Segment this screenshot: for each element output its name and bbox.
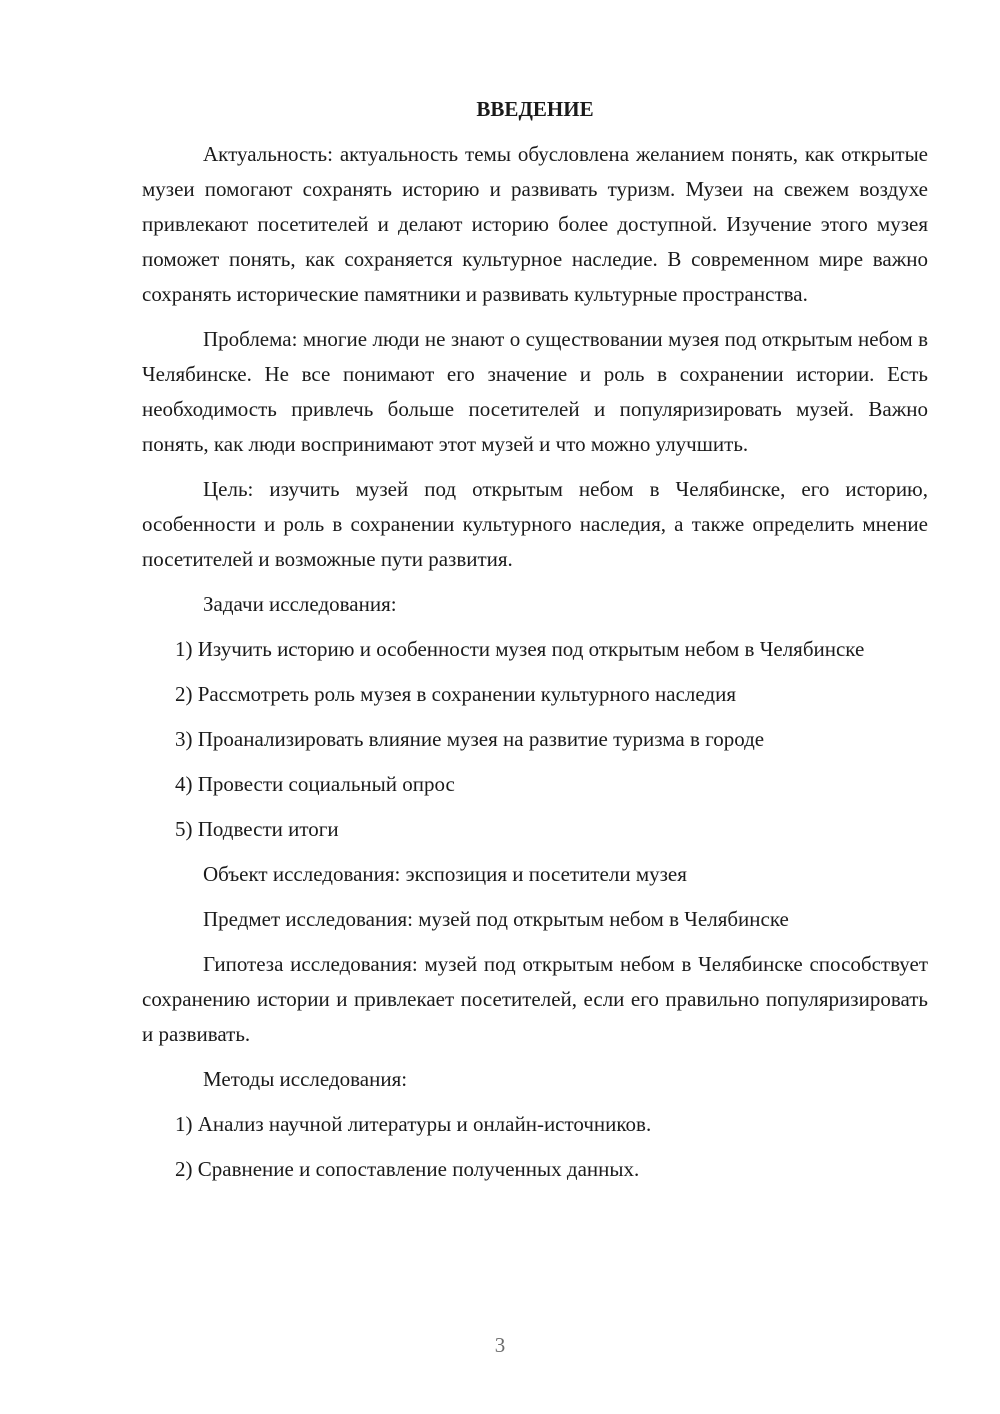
- list-item: 2) Сравнение и сопоставление полученных данных.: [175, 1157, 640, 1181]
- page-number: 3: [494, 1333, 506, 1357]
- list-item: 4) Провести социальный опрос: [175, 772, 455, 796]
- relevance-paragraph: Актуальность: актуальность темы обусловлена желанием понять, как открытые музеи помогают сохранять историю и развивать туризм. Музеи на свежем воздухе привлекают посетителей и делают историю более доступной. Изучение этого музея поможет понять, как сохраняется культурное наследие. В современном мире важно сохранять исторические памятники и развивать культурные пространства.: [142, 142, 928, 306]
- subject-line: Предмет исследования: музей под открытым небом в Челябинске: [203, 907, 789, 931]
- list-item: 1) Изучить историю и особенности музея под открытым небом в Челябинске: [175, 637, 865, 661]
- tasks-list: [142, 632, 928, 847]
- document-page: [142, 92, 928, 1187]
- page-title: ВВЕДЕНИЕ: [476, 97, 594, 121]
- list-item: 3) Проанализировать влияние музея на развитие туризма в городе: [175, 727, 765, 751]
- methods-list: [142, 1107, 928, 1187]
- methods-label: Методы исследования:: [203, 1067, 408, 1091]
- object-line: Объект исследования: экспозиция и посетители музея: [203, 862, 687, 886]
- hypothesis-paragraph: Гипотеза исследования: музей под открытым небом в Челябинске способствует сохранению истории и привлекает посетителей, если его правильно популяризировать и развивать.: [142, 952, 928, 1046]
- problem-paragraph: Проблема: многие люди не знают о существовании музея под открытым небом в Челябинске. Не все понимают его значение и роль в сохранении истории. Есть необходимость привлечь больше посетителей и популяризировать музей. Важно понять, как люди воспринимают этот музей и что можно улучшить.: [142, 327, 928, 456]
- list-item: 5) Подвести итоги: [175, 817, 339, 841]
- list-item: 2) Рассмотреть роль музея в сохранении культурного наследия: [175, 682, 737, 706]
- goal-paragraph: Цель: изучить музей под открытым небом в Челябинске, его историю, особенности и роль в сохранении культурного наследия, а также определить мнение посетителей и возможные пути развития.: [142, 477, 928, 571]
- list-item: 1) Анализ научной литературы и онлайн-источников.: [175, 1112, 652, 1136]
- tasks-label: Задачи исследования:: [203, 592, 397, 616]
